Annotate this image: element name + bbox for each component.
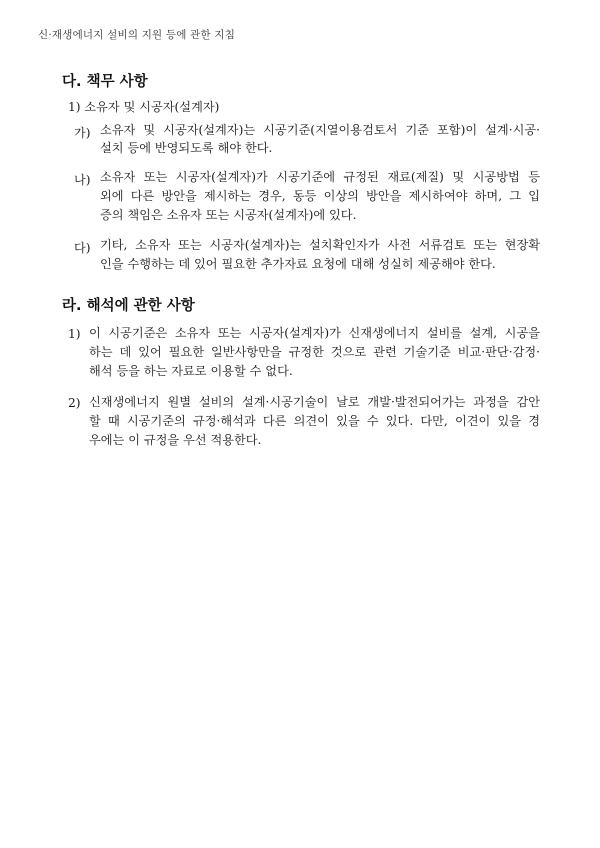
sub-na-line-3: 증의 책임은 소유자 또는 시공자(설계자)에 있다. xyxy=(100,208,357,222)
ra-item-2-marker: 2) xyxy=(68,396,81,410)
sub-da-marker: 다) xyxy=(74,241,91,255)
sub-ga-marker: 가) xyxy=(74,126,91,140)
running-header: 신·재생에너지 설비의 지원 등에 관한 지침 xyxy=(38,29,236,41)
ra-item-1-marker: 1) xyxy=(68,327,81,341)
sub-da-line-2: 인을 수행하는 데 있어 필요한 추가자료 요청에 대해 성실히 제공해야 한다. xyxy=(100,257,496,271)
ra-item-1-line-2: 하는 데 있어 필요한 일반사항만을 규정한 것으로 관련 기술기준 비교·판단·감정· xyxy=(89,345,540,359)
item-1-heading: 1) 소유자 및 시공자(설계자) xyxy=(68,100,220,114)
sub-ga-line-1: 소유자 및 시공자(설계자)는 시공기준(지열이용검토서 기준 포함)이 설계·시공· xyxy=(100,123,540,137)
ra-item-1-line-1: 이 시공기준은 소유자 또는 시공자(설계자)가 신재생에너지 설비를 설계, 시공을 xyxy=(89,326,540,340)
ra-item-1-line-3: 해석 등을 하는 자료로 이용할 수 없다. xyxy=(89,364,293,378)
sub-da-line-1: 기타, 소유자 또는 시공자(설계자)는 설치확인자가 사전 서류검토 또는 현장확 xyxy=(100,238,540,252)
section-title-responsibilities: 다. 책무 사항 xyxy=(62,74,148,90)
sub-na-line-2: 외에 다른 방안을 제시하는 경우, 동등 이상의 방안을 제시하여야 하며, 그 입 xyxy=(100,189,540,203)
sub-ga-line-2: 설치 등에 반영되도록 해야 한다. xyxy=(100,141,273,155)
ra-item-2-line-1: 신재생에너지 원별 설비의 설계·시공기술이 날로 개발·발전되어가는 과정을 감안 xyxy=(89,395,540,409)
ra-item-2-line-2: 할 때 시공기준의 규정·해석과 다른 의견이 있을 수 있다. 다만, 이견이 있을 경 xyxy=(89,414,540,428)
section-title-interpretation: 라. 해석에 관한 사항 xyxy=(62,298,195,314)
sub-na-line-1: 소유자 또는 시공자(설계자)가 시공기준에 규정된 재료(제질) 및 시공방법 등 xyxy=(100,170,540,184)
sub-na-marker: 나) xyxy=(74,173,91,187)
ra-item-2-line-3: 우에는 이 규정을 우선 적용한다. xyxy=(89,433,262,447)
